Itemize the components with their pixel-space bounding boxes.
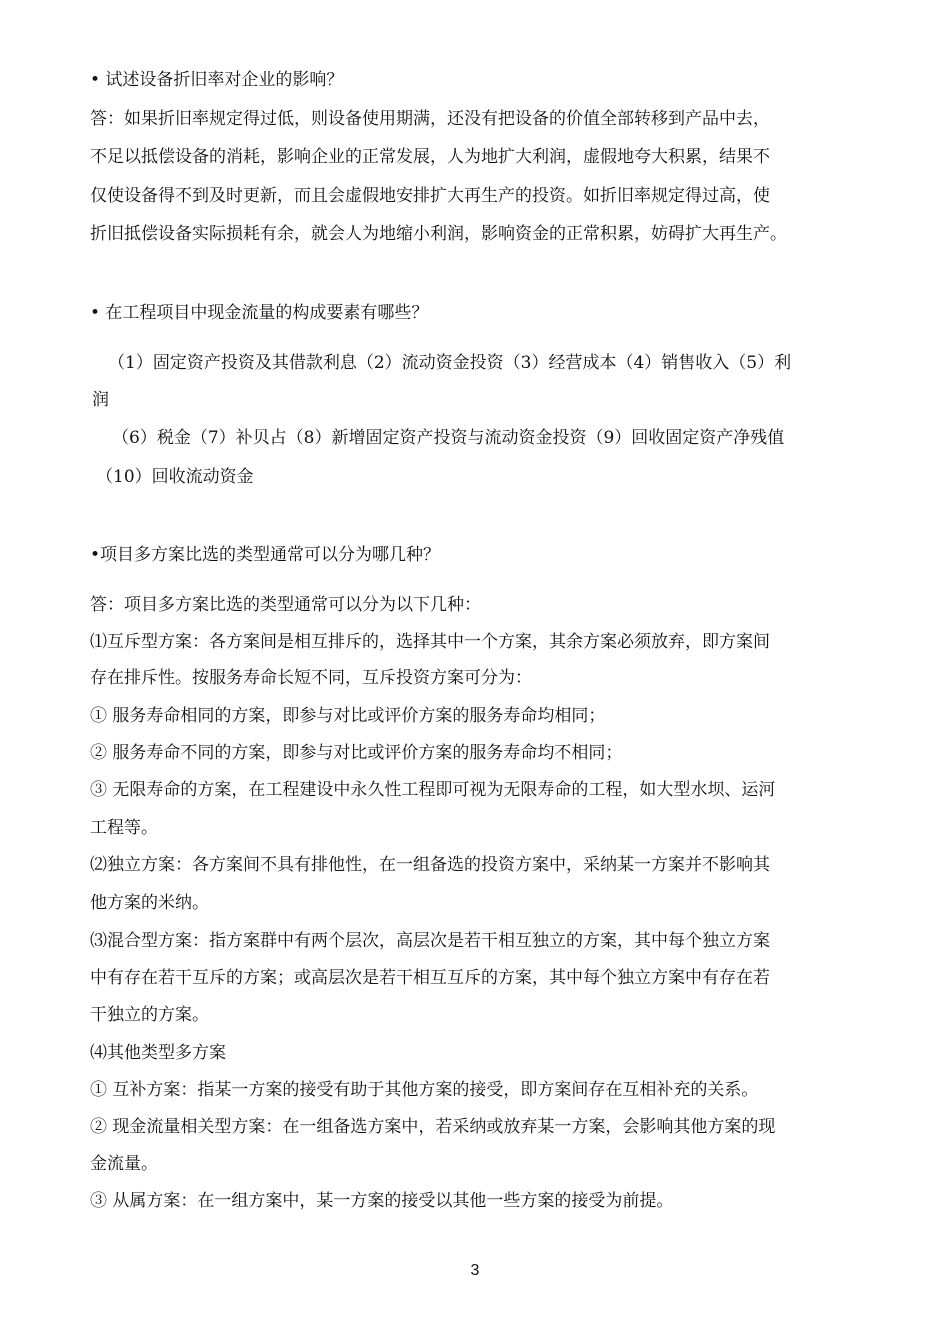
- answer-line: （6）税金（7）补贝占（8）新增固定资产投资与流动资金投资（9）回收固定资产净残值: [112, 428, 785, 448]
- answer-line: 答：如果折旧率规定得过低，则设备使用期满，还没有把设备的价值全部转移到产品中去，: [90, 109, 770, 129]
- answer-line: 仅使设备得不到及时更新，而且会虚假地安排扩大再生产的投资。如折旧率规定得过高，使: [90, 186, 770, 206]
- answer-line: （10）回收流动资金: [96, 467, 254, 487]
- page-number: 3: [470, 1262, 480, 1279]
- question-heading: • 在工程项目中现金流量的构成要素有哪些？: [90, 303, 429, 323]
- answer-line: ① 互补方案：指某一方案的接受有助于其他方案的接受，即方案间存在互相补充的关系。: [90, 1080, 759, 1100]
- answer-line: 折旧抵偿设备实际损耗有余，就会人为地缩小利润，影响资金的正常积累，妨碍扩大再生产。: [90, 224, 787, 244]
- answer-line: 干独立的方案。: [90, 1005, 209, 1025]
- answer-line: ③ 无限寿命的方案，在工程建设中永久性工程即可视为无限寿命的工程，如大型水坝、运河: [90, 780, 776, 800]
- answer-line: ⑶混合型方案：指方案群中有两个层次，高层次是若干相互独立的方案，其中每个独立方案: [90, 931, 770, 951]
- answer-line: 润: [92, 390, 109, 410]
- answer-line: ③ 从属方案：在一组方案中，某一方案的接受以其他一些方案的接受为前提。: [90, 1191, 674, 1211]
- answer-line: 金流量。: [90, 1154, 158, 1174]
- answer-line: （1）固定资产投资及其借款利息（2）流动资金投资（3）经营成本（4）销售收入（5）利: [108, 353, 792, 373]
- answer-line: ⑷其他类型多方案: [90, 1043, 226, 1063]
- answer-line: ⑴互斥型方案：各方案间是相互排斥的，选择其中一个方案，其余方案必须放弃，即方案间: [90, 632, 770, 652]
- answer-line: ① 服务寿命相同的方案，即参与对比或评价方案的服务寿命均相同；: [90, 706, 606, 726]
- answer-line: ② 服务寿命不同的方案，即参与对比或评价方案的服务寿命均不相同；: [90, 743, 623, 763]
- answer-line: 他方案的米纳。: [90, 893, 209, 913]
- answer-line: 工程等。: [90, 818, 158, 838]
- question-heading: • 试述设备折旧率对企业的影响？: [90, 70, 344, 90]
- answer-line: ② 现金流量相关型方案：在一组备选方案中，若采纳或放弃某一方案，会影响其他方案的现: [90, 1117, 776, 1137]
- answer-line: ⑵独立方案：各方案间不具有排他性，在一组备选的投资方案中，采纳某一方案并不影响其: [90, 855, 770, 875]
- answer-line: 不足以抵偿设备的消耗，影响企业的正常发展，人为地扩大利润，虚假地夸大积累，结果不: [90, 147, 770, 167]
- question-heading: •项目多方案比选的类型通常可以分为哪几种？: [90, 545, 441, 565]
- answer-line: 答：项目多方案比选的类型通常可以分为以下几种：: [90, 595, 481, 615]
- answer-line: 中有存在若干互斥的方案；或高层次是若干相互互斥的方案，其中每个独立方案中有存在若: [90, 968, 770, 988]
- answer-line: 存在排斥性。按服务寿命长短不同，互斥投资方案可分为：: [90, 668, 532, 688]
